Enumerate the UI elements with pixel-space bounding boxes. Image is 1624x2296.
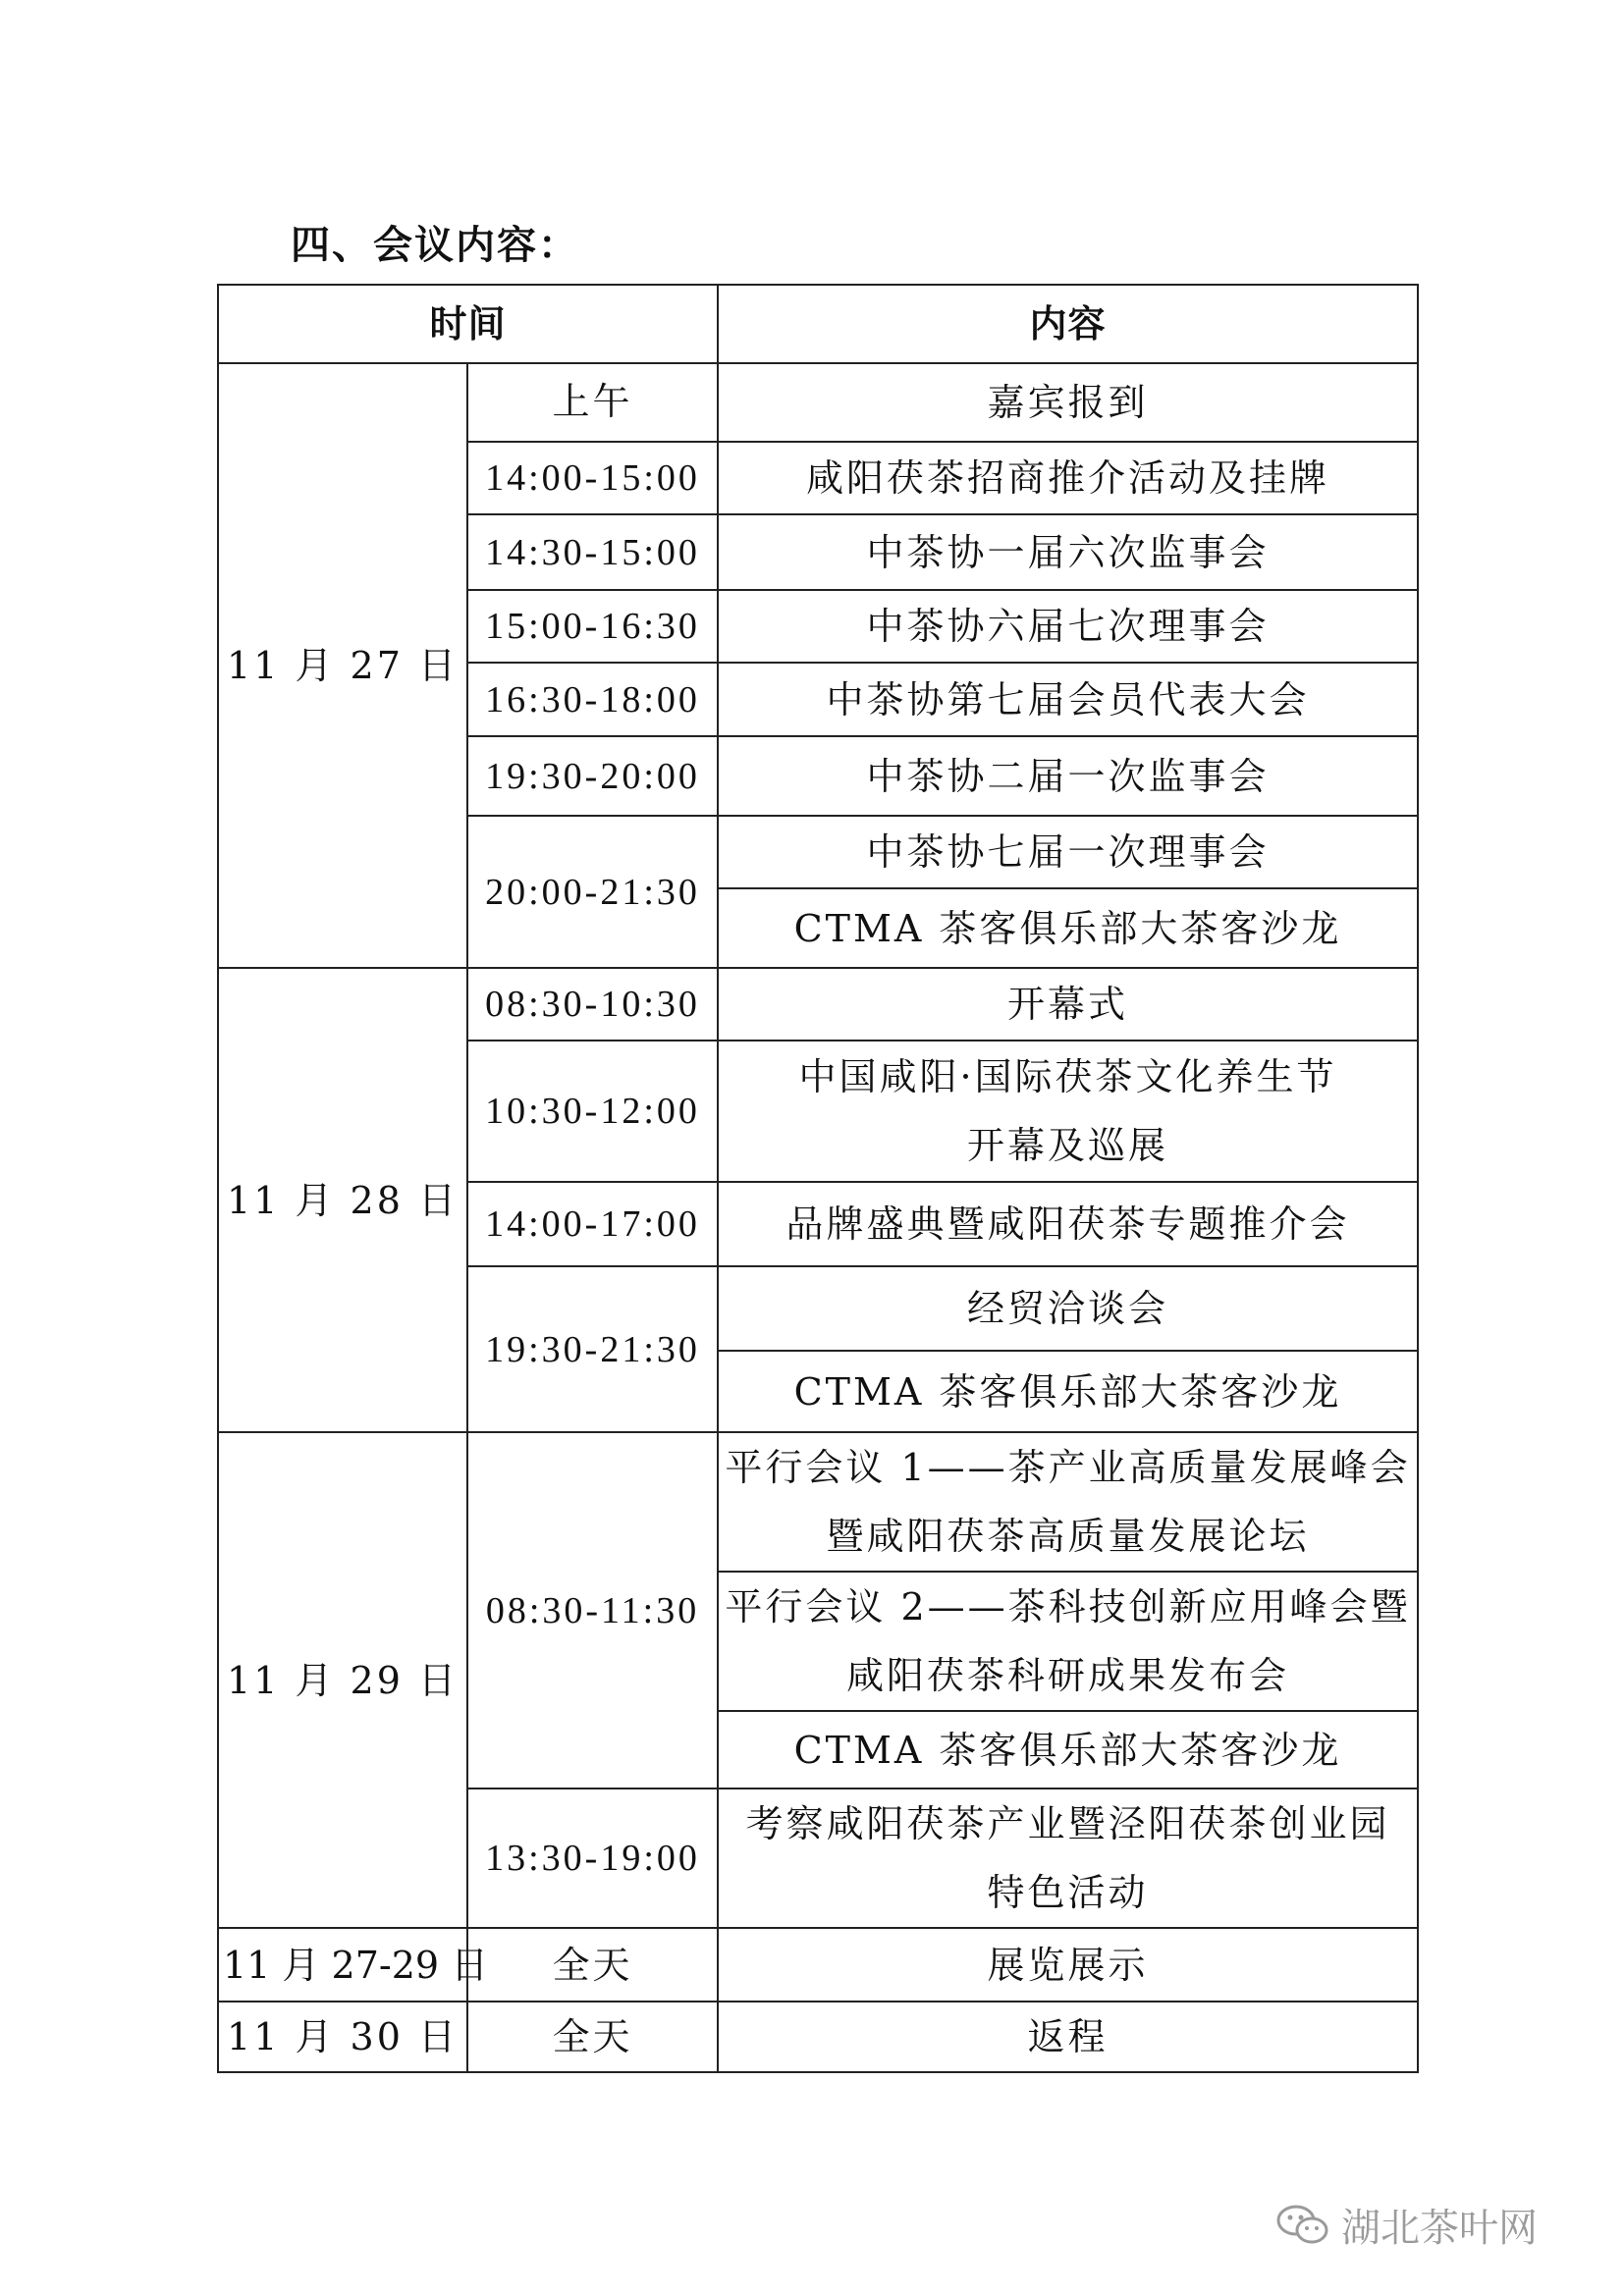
watermark (1276, 2197, 1538, 2253)
content-cell: 中茶协七届一次理事会 (718, 816, 1418, 888)
time-cell: 19:30-21:30 (467, 1266, 718, 1432)
content-cell: 嘉宾报到 (718, 363, 1418, 442)
content-cell: 品牌盛典暨咸阳茯茶专题推介会 (718, 1182, 1418, 1266)
time-cell: 14:00-17:00 (467, 1182, 718, 1266)
date-cell: 11 月 28 日 (218, 968, 467, 1432)
section-heading: 四、会议内容： (291, 223, 579, 268)
content-cell (718, 1432, 1418, 1572)
content-cell: 经贸洽谈会 (718, 1266, 1418, 1351)
content-line: 考察咸阳茯茶产业暨泾阳茯茶创业园 (745, 1802, 1390, 1845)
time-cell: 19:30-20:00 (467, 736, 718, 816)
content-cell: 咸阳茯茶招商推介活动及挂牌 (718, 442, 1418, 514)
wechat-icon (1276, 2204, 1329, 2247)
watermark-text: 湖北茶叶网 (1341, 2206, 1538, 2251)
date-cell: 11 月 30 日 (218, 2002, 467, 2072)
header-time: 时间 (218, 285, 718, 363)
time-cell: 08:30-11:30 (467, 1432, 718, 1789)
content-cell: CTMA 茶客俱乐部大茶客沙龙 (718, 1711, 1418, 1789)
content-cell (718, 1041, 1418, 1182)
time-cell: 13:30-19:00 (467, 1789, 718, 1928)
content-line: 暨咸阳茯茶高质量发展论坛 (826, 1515, 1310, 1558)
content-cell: 中茶协一届六次监事会 (718, 514, 1418, 590)
time-cell: 10:30-12:00 (467, 1041, 718, 1182)
table-row (218, 1432, 1418, 1572)
content-line: 平行会议 1——茶产业高质量发展峰会 (725, 1446, 1411, 1489)
content-line: 开幕及巡展 (967, 1124, 1169, 1167)
time-cell: 14:00-15:00 (467, 442, 718, 514)
date-cell: 11 月 29 日 (218, 1432, 467, 1928)
header-content: 内容 (718, 285, 1418, 363)
time-cell: 上午 (467, 363, 718, 442)
table-row (218, 1928, 1418, 2002)
content-cell: 展览展示 (718, 1928, 1418, 2002)
content-line: 特色活动 (987, 1871, 1149, 1914)
content-cell: CTMA 茶客俱乐部大茶客沙龙 (718, 1351, 1418, 1432)
content-cell: 返程 (718, 2002, 1418, 2072)
table-row (218, 363, 1418, 442)
time-cell: 14:30-15:00 (467, 514, 718, 590)
time-cell: 16:30-18:00 (467, 663, 718, 736)
content-cell: CTMA 茶客俱乐部大茶客沙龙 (718, 888, 1418, 968)
content-cell (718, 1789, 1418, 1928)
content-cell: 中茶协六届七次理事会 (718, 590, 1418, 663)
time-cell: 全天 (467, 2002, 718, 2072)
header-row (218, 285, 1418, 363)
time-cell: 20:00-21:30 (467, 816, 718, 968)
content-cell: 中茶协第七届会员代表大会 (718, 663, 1418, 736)
table-row (218, 968, 1418, 1041)
time-cell: 15:00-16:30 (467, 590, 718, 663)
content-cell: 中茶协二届一次监事会 (718, 736, 1418, 816)
time-cell: 全天 (467, 1928, 718, 2002)
time-cell: 08:30-10:30 (467, 968, 718, 1041)
content-line: 咸阳茯茶科研成果发布会 (846, 1654, 1290, 1697)
schedule-table (217, 284, 1419, 2073)
content-cell (718, 1572, 1418, 1711)
date-cell: 11 月 27-29 日 (218, 1928, 467, 2002)
date-cell: 11 月 27 日 (218, 363, 467, 968)
content-line: 平行会议 2——茶科技创新应用峰会暨 (725, 1585, 1411, 1629)
content-cell: 开幕式 (718, 968, 1418, 1041)
content-line: 中国咸阳·国际茯茶文化养生节 (798, 1055, 1337, 1098)
table-row (218, 2002, 1418, 2072)
